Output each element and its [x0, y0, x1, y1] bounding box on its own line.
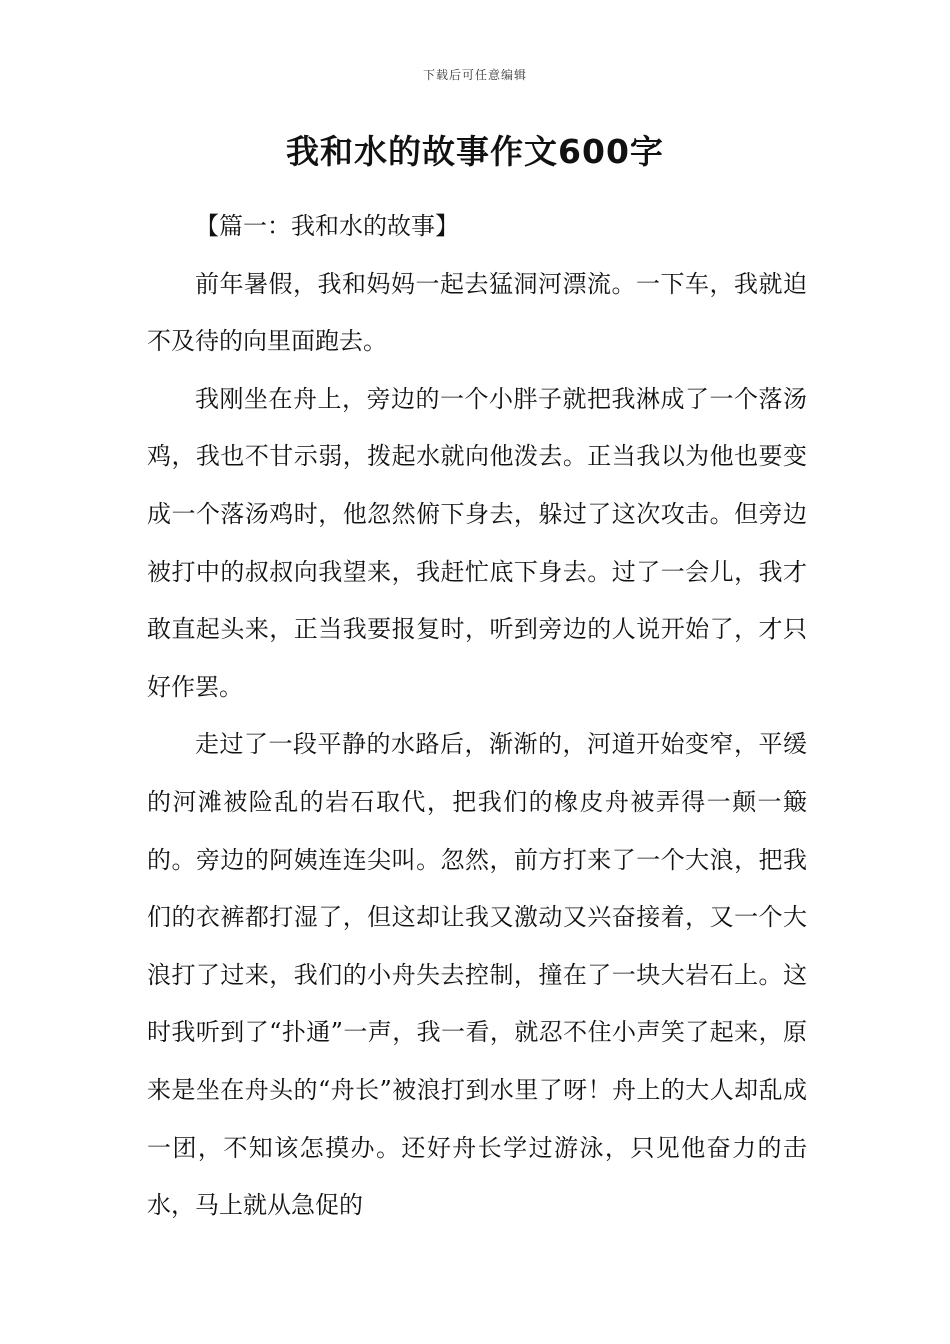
document-body [147, 198, 807, 1235]
paragraph: 前年暑假，我和妈妈一起去猛洞河漂流。一下车，我就迫不及待的向里面跑去。 [147, 269, 807, 356]
paragraph: 走过了一段平静的水路后，渐渐的，河道开始变窄，平缓的河滩被险乱的岩石取代，把我们的橡皮舟被弄得一颠一簸的。旁边的阿姨连连尖叫。忽然，前方打来了一个大浪，把我们的衣裤都打湿了，但这却让我又激动又兴奋接着，又一个大浪打了过来，我们的小舟失去控制，撞在了一块大岩石上。这时我听到了“扑通”一声，我一看，就忍不住小声笑了起来，原来是坐在舟头的“舟长”被浪打到水里了呀！舟上的大人却乱成一团，不知该怎摸办。还好舟长学过游泳，只见他奋力的击水，马上就从急促的 [147, 730, 807, 1220]
section-heading: 【篇一：我和水的故事】 [195, 212, 459, 240]
header-note: 下载后可任意编辑 [422, 68, 527, 82]
paragraph: 我刚坐在舟上，旁边的一个小胖子就把我淋成了一个落汤鸡，我也不甘示弱，拨起水就向他泼去。正当我以为他也要变成一个落汤鸡时，他忽然俯下身去，躲过了这次攻击。但旁边被打中的叔叔向我望来，我赶忙底下身去。过了一会儿，我才敢直起头来，正当我要报复时，听到旁边的人说开始了，才只好作罢。 [147, 384, 807, 701]
document-title: 我和水的故事作文600字 [286, 132, 664, 171]
